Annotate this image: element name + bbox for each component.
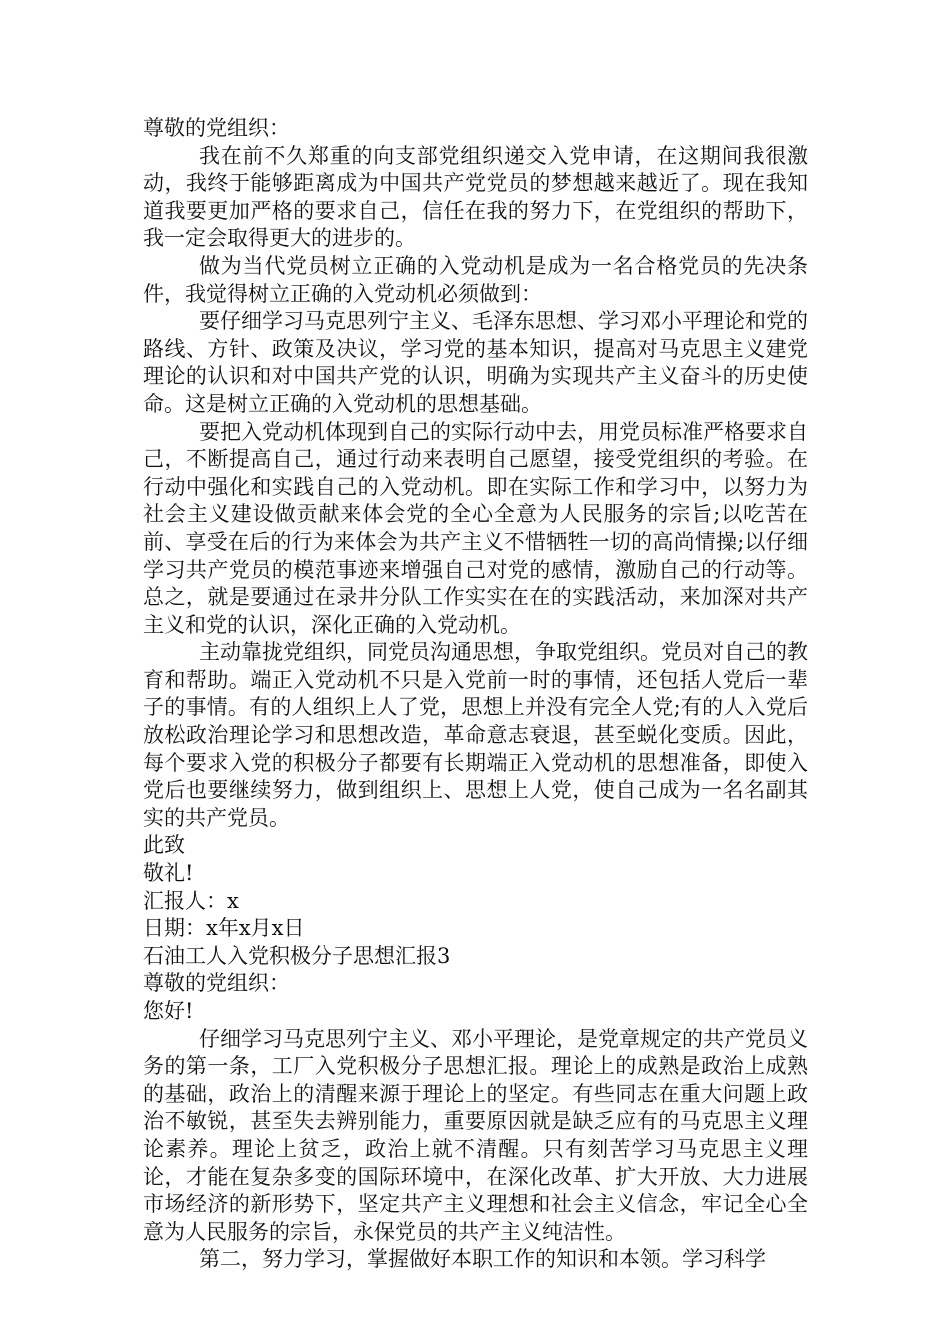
body-paragraph: 第二，努力学习，掌握做好本职工作的知识和本领。学习科学: [199, 1247, 766, 1272]
body-paragraph: 主动靠拢党组织，同党员沟通思想，争取党组织。党员对自己的教育和帮助。端正入党动机不只是入党前一时的事情，还包括人党后一辈子的事情。有的人组织上人了党，思想上并没有完全人党;有的人入党后放松政治理论学习和思想改造，革命意志衰退，甚至蜕化变质。因此，每个要求入党的积极分子都要有长期端正入党动机的思想准备，即使入党后也要继续努力，做到组织上、思想上人党，使自己成为一名名副其实的共产党员。: [143, 640, 808, 830]
body-paragraph: 我在前不久郑重的向支部党组织递交入党申请，在这期间我很激动，我终于能够距离成为中国共产党党员的梦想越来越近了。现在我知道我要更加严格的要求自己，信任在我的努力下，在党组织的帮助下，我一定会取得更大的进步的。: [143, 143, 808, 251]
salutation: 尊敬的党组织：: [143, 116, 290, 140]
section-title: 石油工人入党积极分子思想汇报3: [143, 943, 451, 968]
closing-line: 此致: [143, 833, 185, 858]
closing-salute: 敬礼!: [143, 861, 194, 886]
body-paragraph: 做为当代党员树立正确的入党动机是成为一名合格党员的先决条件，我觉得树立正确的入党动机必须做到：: [143, 253, 808, 306]
reporter-line: 汇报人：x: [143, 888, 239, 913]
document-body: [143, 115, 808, 1274]
body-paragraph: 要仔细学习马克思列宁主义、毛泽东思想、学习邓小平理论和党的路线、方针、政策及决议，学习党的基本知识，提高对马克思主义建党理论的认识和对中国共产党的认识，明确为实现共产主义奋斗的历史使命。这是树立正确的入党动机的思想基础。: [143, 309, 808, 416]
greeting: 您好!: [143, 999, 194, 1023]
date-line: 日期：x年x月x日: [143, 916, 305, 941]
salutation: 尊敬的党组织：: [143, 971, 290, 996]
body-paragraph: 要把入党动机体现到自己的实际行动中去，用党员标准严格要求自己，不断提高自己，通过行动来表明自己愿望，接受党组织的考验。在行动中强化和实践自己的入党动机。即在实际工作和学习中，以努力为社会主义建设做贡献来体会党的全心全意为人民服务的宗旨;以吃苦在前、享受在后的行为来体会为共产主义不惜牺牲一切的高尚情操;以仔细学习共产党员的模范事迹来增强自己对党的感情，激励自己的行动等。总之，就是要通过在录井分队工作实实在在的实践活动，来加深对共产主义和党的认识，深化正确的入党动机。: [143, 419, 808, 637]
body-paragraph: 仔细学习马克思列宁主义、邓小平理论，是党章规定的共产党员义务的第一条，工厂入党积极分子思想汇报。理论上的成熟是政治上成熟的基础，政治上的清醒来源于理论上的坚定。有些同志在重大问题上政治不敏锐，甚至失去辨别能力，重要原因就是缺乏应有的马克思主义理论素养。理论上贫乏，政治上就不清醒。只有刻苦学习马克思主义理论，才能在复杂多变的国际环境中，在深化改革、扩大开放、大力进展市场经济的新形势下，坚定共产主义理想和社会主义信念，牢记全心全意为人民服务的宗旨，永保党员的共产主义纯洁性。: [143, 1026, 808, 1244]
